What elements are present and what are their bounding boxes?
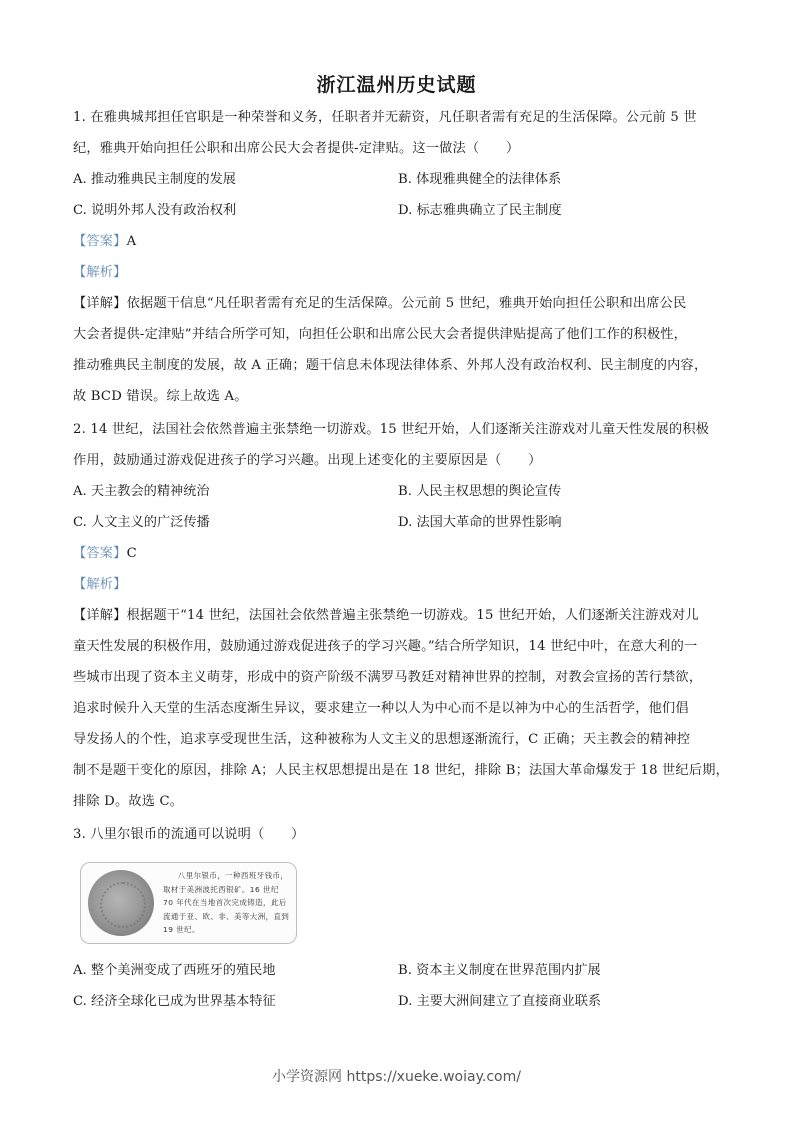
detail-text: 根据题干“14 世纪，法国社会依然普遍主张禁绝一切游戏。15 世纪开始，人们逐渐关注游戏对儿 (126, 608, 699, 623)
question-1-detail-line-1 (73, 295, 753, 313)
question-3-option-d: D. 主要大洲间建立了直接商业联系 (398, 994, 602, 1009)
analysis-label: 【解析】 (73, 265, 127, 280)
question-3-option-c: C. 经济全球化已成为世界基本特征 (73, 994, 276, 1009)
answer-value: C (126, 546, 137, 561)
detail-label: 【详解】 (73, 608, 127, 623)
question-1-option-b: B. 体现雅典健全的法律体系 (398, 172, 562, 187)
question-3-stem-line-1: 3. 八里尔银币的流通可以说明（ ） (73, 827, 305, 842)
question-2-option-b: B. 人民主权思想的舆论宣传 (398, 484, 562, 499)
detail-text: 依据题干信息“凡任职者需有充足的生活保障。公元前 5 世纪，雅典开始向担任公职和出席公民 (126, 296, 687, 311)
question-2-detail-line-7: 排除 D。故选 C。 (73, 794, 184, 809)
detail-label: 【详解】 (73, 296, 127, 311)
question-2-option-c: C. 人文主义的广泛传播 (73, 515, 210, 530)
question-1-option-d: D. 标志雅典确立了民主制度 (398, 203, 562, 218)
question-2-option-d: D. 法国大革命的世界性影响 (398, 515, 562, 530)
question-1-stem-line-2: 纪，雅典开始向担任公职和出席公民大会者提供-定津贴。这一做法（ ） (73, 141, 520, 156)
question-1-answer (73, 233, 753, 251)
question-1-option-a: A. 推动雅典民主制度的发展 (73, 172, 236, 187)
question-2-detail-line-2: 童天性发展的积极作用，鼓励通过游戏促进孩子的学习兴趣。”结合所学知识，14 世纪中叶，在意大利的一 (73, 639, 698, 654)
question-2-detail-line-6: 制不是题干变化的原因，排除 A；人民主权思想提出是在 18 世纪，排除 B；法国大革命爆发于 18 世纪后期， (73, 763, 729, 778)
question-3-option-a: A. 整个美洲变成了西班牙的殖民地 (73, 963, 276, 978)
silver-coin-figure (80, 862, 297, 944)
page-title: 浙江温州历史试题 (316, 74, 477, 96)
answer-label: 【答案】 (73, 234, 127, 249)
question-2-detail-line-3: 些城市出现了资本主义萌芽，形成中的资产阶级不满罗马教廷对精神世界的控制，对教会宣扬的苦行禁欲， (73, 670, 703, 685)
question-1-detail-line-2: 大会者提供-定津贴”并结合所学可知，向担任公职和出席公民大会者提供津贴提高了他们工作的积极性， (73, 327, 688, 342)
footer-watermark: 小学资源网 https://xueke.woiay.com/ (272, 1069, 521, 1085)
question-2-answer (73, 545, 753, 563)
question-2-detail-line-4: 追求时候升入天堂的生活态度渐生异议，要求建立一种以人为中心而不是以神为中心的生活哲学，他们倡 (73, 701, 689, 716)
figure-caption: 八里尔银币，一种西班牙钱币，取材于美洲波托西银矿。16 世纪 70 年代在当地首次完成铸造，此后流通于亚、欧、非、美等大洲，直到 19 世纪。 (163, 871, 290, 934)
question-1-detail-line-4: 故 BCD 错误。综上故选 A。 (73, 389, 248, 404)
question-2-detail-line-5: 导发扬人的个性，追求享受现世生活，这种被称为人文主义的思想逐渐流行，C 正确；天主教会的精神控 (73, 732, 691, 747)
question-2-analysis (73, 576, 753, 594)
analysis-label: 【解析】 (73, 577, 127, 592)
question-2-detail-line-1 (73, 607, 753, 625)
question-1-analysis (73, 264, 753, 282)
question-2-option-a: A. 天主教会的精神统治 (73, 484, 210, 499)
silver-coin-image (88, 870, 154, 936)
question-2-stem-line-1: 2. 14 世纪，法国社会依然普遍主张禁绝一切游戏。15 世纪开始，人们逐渐关注游戏对儿童天性发展的积极 (73, 422, 710, 437)
question-3-option-b: B. 资本主义制度在世界范围内扩展 (398, 963, 601, 978)
question-1-option-c: C. 说明外邦人没有政治权利 (73, 203, 237, 218)
answer-value: A (126, 234, 137, 249)
coin-engraving (100, 882, 146, 928)
question-1-detail-line-3: 推动雅典民主制度的发展，故 A 正确；题干信息未体现法律体系、外邦人没有政治权利、民主制度的内容， (73, 358, 708, 373)
question-2-stem-line-2: 作用，鼓励通过游戏促进孩子的学习兴趣。出现上述变化的主要原因是（ ） (73, 453, 542, 468)
answer-label: 【答案】 (73, 546, 127, 561)
question-1-stem-line-1: 1. 在雅典城邦担任官职是一种荣誉和义务，任职者并无薪资，凡任职者需有充足的生活保障。公元前 5 世 (73, 110, 697, 125)
